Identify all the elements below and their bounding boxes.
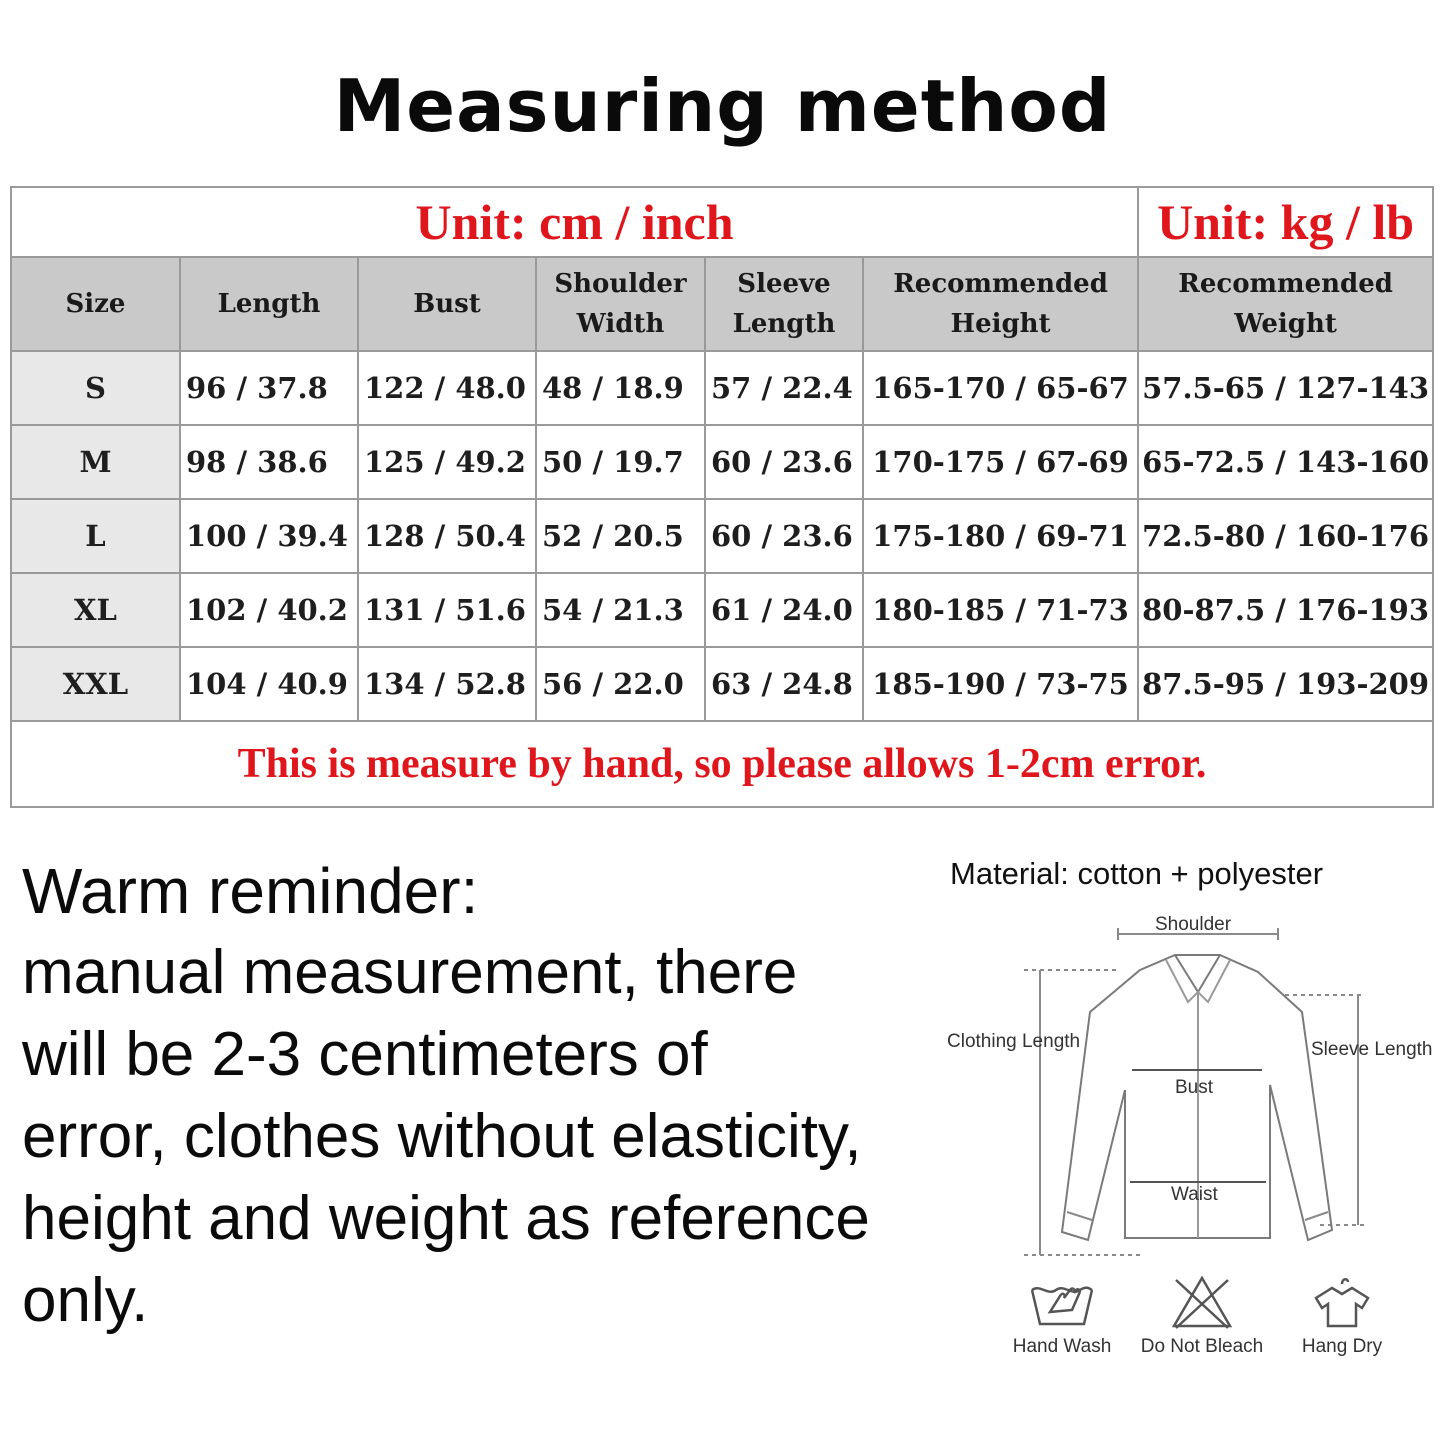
header-row (11, 257, 1433, 351)
header-bust: Bust (358, 257, 536, 351)
care-label: Hang Dry (1301, 1336, 1383, 1357)
reminder-line: error, clothes without elasticity, (22, 1102, 862, 1171)
reminder-body (22, 932, 952, 1342)
bust-cell: 134 / 52.8 (358, 647, 536, 721)
size-cell: XL (11, 573, 180, 647)
shoulder-cell: 56 / 22.0 (536, 647, 705, 721)
size-cell: L (11, 499, 180, 573)
header-shoulder-width: Shoulder Width (536, 257, 705, 351)
warm-reminder (22, 850, 952, 1342)
table-row (11, 499, 1433, 573)
care-do-not-bleach (1132, 1272, 1272, 1358)
care-label: Hand Wash (1012, 1336, 1112, 1357)
reminder-line: only. (22, 1266, 149, 1335)
hang-dry-icon (1306, 1272, 1378, 1332)
reminder-title: Warm reminder: (22, 855, 479, 927)
table-row (11, 573, 1433, 647)
sleeve-cell: 60 / 23.6 (705, 499, 863, 573)
reminder-line: height and weight as reference (22, 1184, 870, 1253)
table-row (11, 425, 1433, 499)
shoulder-cell: 50 / 19.7 (536, 425, 705, 499)
care-hand-wash (992, 1272, 1132, 1358)
table-row (11, 647, 1433, 721)
measurement-note: This is measure by hand, so please allows 1-2cm error. (11, 721, 1433, 807)
page-title: Measuring method (333, 64, 1112, 148)
length-cell: 96 / 37.8 (180, 351, 358, 425)
weight-unit-label: Unit: kg / lb (1138, 187, 1433, 257)
sleeve-cell: 57 / 22.4 (705, 351, 863, 425)
shirt-measurement-diagram (940, 900, 1445, 1270)
header-recommended-weight: Recommended Weight (1138, 257, 1433, 351)
weight-cell: 72.5-80 / 160-176 (1138, 499, 1433, 573)
length-unit-label: Unit: cm / inch (11, 187, 1138, 257)
shoulder-cell: 54 / 21.3 (536, 573, 705, 647)
sleeve-cell: 63 / 24.8 (705, 647, 863, 721)
table-row (11, 351, 1433, 425)
bust-cell: 131 / 51.6 (358, 573, 536, 647)
weight-cell: 80-87.5 / 176-193 (1138, 573, 1433, 647)
diagram-label-bust: Bust (1175, 1077, 1214, 1098)
shoulder-cell: 52 / 20.5 (536, 499, 705, 573)
bust-cell: 125 / 49.2 (358, 425, 536, 499)
length-cell: 98 / 38.6 (180, 425, 358, 499)
diagram-label-clothing-length: Clothing Length (947, 1031, 1081, 1052)
header-recommended-height: Recommended Height (863, 257, 1138, 351)
diagram-label-shoulder: Shoulder (1155, 914, 1232, 935)
sleeve-cell: 60 / 23.6 (705, 425, 863, 499)
weight-cell: 87.5-95 / 193-209 (1138, 647, 1433, 721)
height-cell: 170-175 / 67-69 (863, 425, 1138, 499)
unit-row (11, 187, 1433, 257)
size-cell: XXL (11, 647, 180, 721)
care-hang-dry (1272, 1272, 1412, 1358)
length-cell: 102 / 40.2 (180, 573, 358, 647)
height-cell: 185-190 / 73-75 (863, 647, 1138, 721)
sleeve-cell: 61 / 24.0 (705, 573, 863, 647)
diagram-label-sleeve-length: Sleeve Length (1311, 1039, 1433, 1060)
weight-cell: 65-72.5 / 143-160 (1138, 425, 1433, 499)
height-cell: 180-185 / 71-73 (863, 573, 1138, 647)
size-table (10, 186, 1434, 808)
hand-wash-icon (1026, 1272, 1098, 1332)
shoulder-cell: 48 / 18.9 (536, 351, 705, 425)
bust-cell: 122 / 48.0 (358, 351, 536, 425)
size-cell: M (11, 425, 180, 499)
do-not-bleach-icon (1166, 1272, 1238, 1332)
care-label: Do Not Bleach (1140, 1336, 1264, 1357)
header-length: Length (180, 257, 358, 351)
height-cell: 175-180 / 69-71 (863, 499, 1138, 573)
header-sleeve-length: Sleeve Length (705, 257, 863, 351)
size-cell: S (11, 351, 180, 425)
diagram-label-waist: Waist (1171, 1184, 1218, 1205)
height-cell: 165-170 / 65-67 (863, 351, 1138, 425)
note-row (11, 721, 1433, 807)
weight-cell: 57.5-65 / 127-143 (1138, 351, 1433, 425)
header-size: Size (11, 257, 180, 351)
length-cell: 100 / 39.4 (180, 499, 358, 573)
length-cell: 104 / 40.9 (180, 647, 358, 721)
reminder-line: manual measurement, there (22, 938, 798, 1007)
bust-cell: 128 / 50.4 (358, 499, 536, 573)
reminder-line: will be 2-3 centimeters of (22, 1020, 708, 1089)
material-label: Material: cotton + polyester (950, 856, 1324, 891)
